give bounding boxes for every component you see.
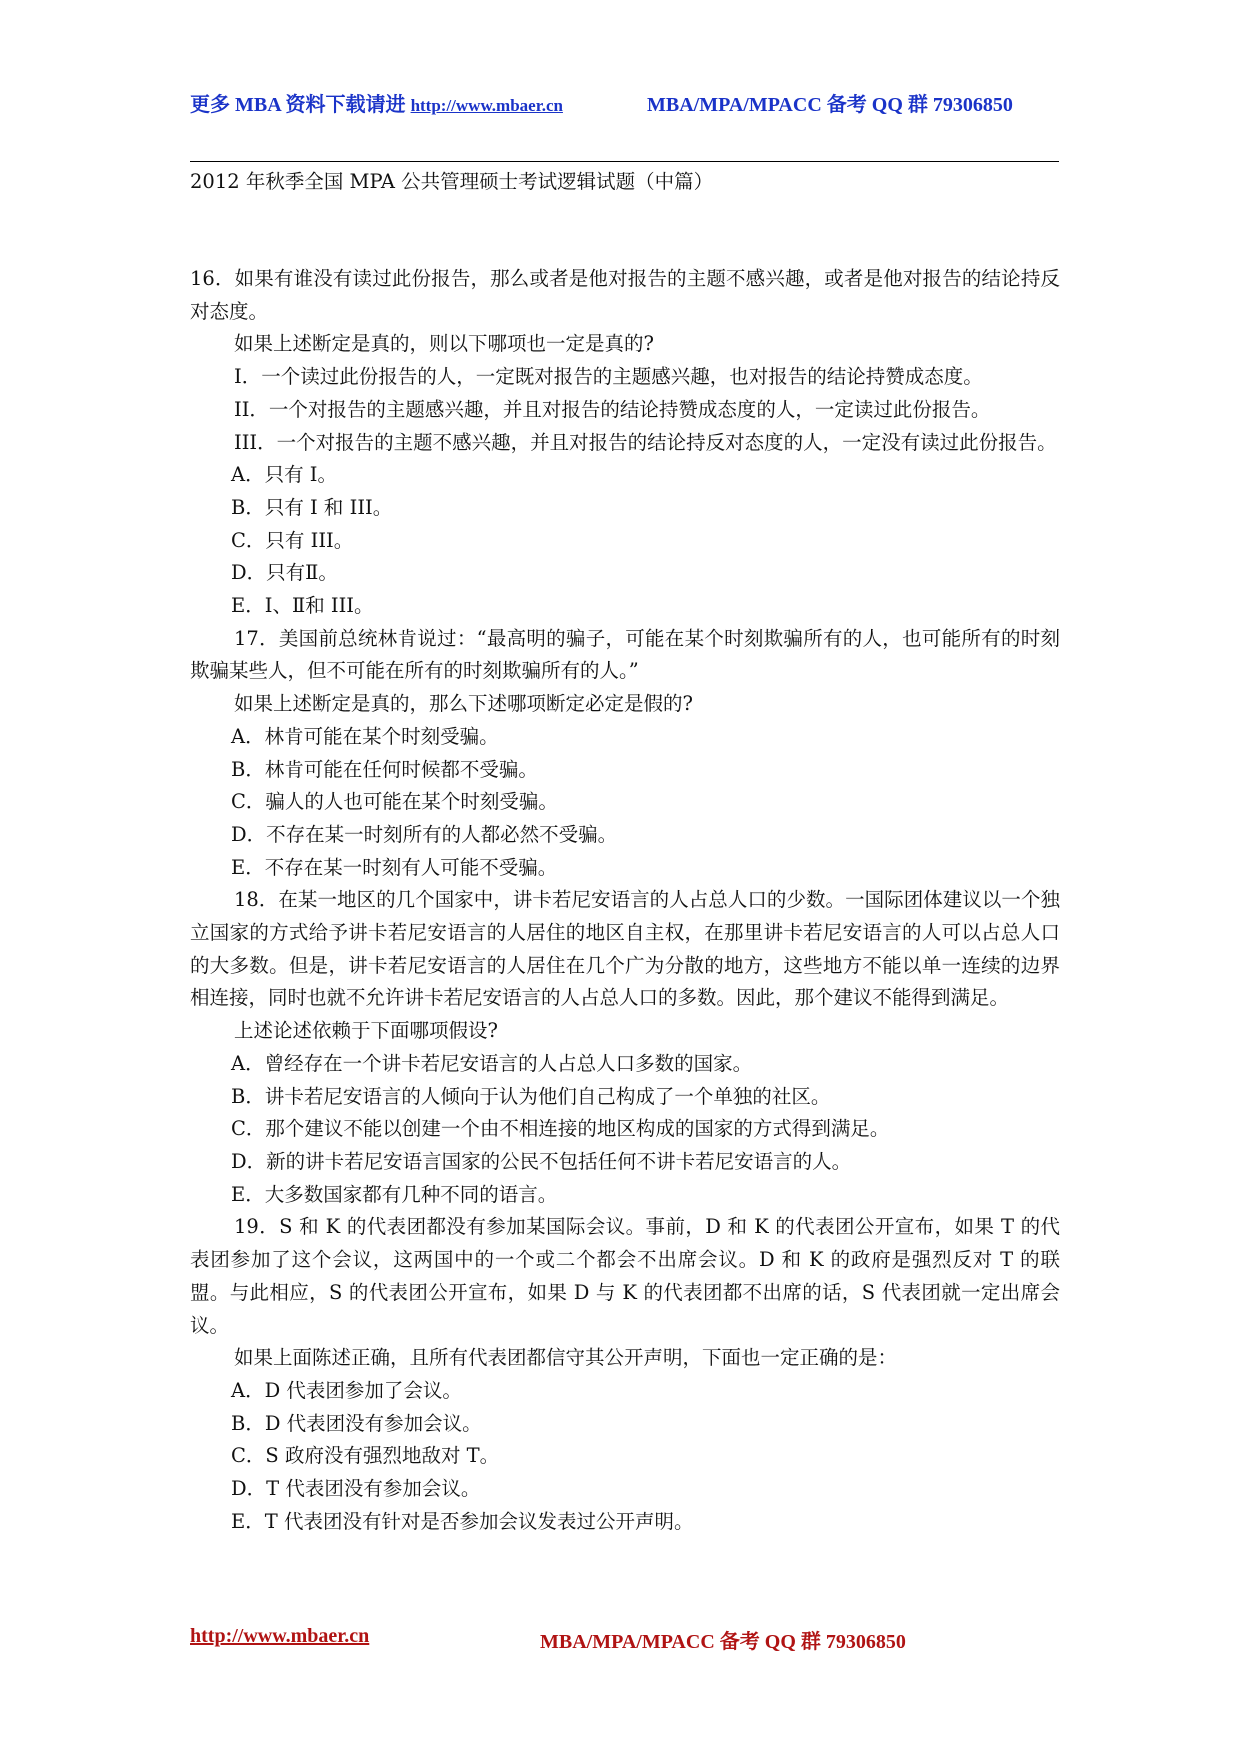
q17-option-d: D．不存在某一时刻所有的人都必然不受骗。 [231, 822, 618, 846]
q18-option-a: A．曾经存在一个讲卡若尼安语言的人占总人口多数的国家。 [231, 1051, 753, 1075]
q17-prompt: 如果上述断定是真的，那么下述哪项断定必定是假的? [234, 692, 693, 716]
header-promo-text: 更多 MBA 资料下载请进 [190, 94, 411, 116]
q19-stem: 19．S 和 K 的代表团都没有参加某国际会议。事前，D 和 K 的代表团公开宣布，如果 T 的代表团参加了这个会议，这两国中的一个或二个都会不出席会议。D 和 K 的政府是强烈反对 T 的联盟。与此相应，S 的代表团公开宣布，如果 D 与 K 的代表团都不出席的话，S 代表团就一定出席会议。 [190, 1215, 1060, 1337]
q17-stem: 17．美国前总统林肯说过：“最高明的骗子，可能在某个时刻欺骗所有的人，也可能所有的时刻欺骗某些人，但不可能在所有的时刻欺骗所有的人。” [190, 626, 1060, 683]
q17-option-b: B．林肯可能在任何时候都不受骗。 [231, 757, 538, 781]
q16-option-e: E．I、Ⅱ和 III。 [231, 594, 374, 618]
q16-option-b: B．只有 I 和 III。 [231, 495, 393, 519]
q16-option-a: A．只有 I。 [231, 463, 337, 487]
document-body [190, 263, 1060, 1538]
header-promo [190, 88, 563, 117]
page-footer [190, 1625, 1060, 1659]
header-qq-group: MBA/MPA/MPACC 备考 QQ 群 79306850 [647, 94, 1013, 116]
q18-option-e: E．大多数国家都有几种不同的语言。 [231, 1182, 558, 1206]
footer-website-link[interactable]: http://www.mbaer.cn [190, 1625, 370, 1647]
q17-option-e: E．不存在某一时刻有人可能不受骗。 [231, 855, 558, 879]
q19-option-a: A．D 代表团参加了会议。 [231, 1378, 462, 1402]
q19-prompt: 如果上面陈述正确，且所有代表团都信守其公开声明，下面也一定正确的是： [234, 1346, 898, 1370]
footer-qq-group: MBA/MPA/MPACC 备考 QQ 群 79306850 [540, 1631, 906, 1653]
q16-prompt: 如果上述断定是真的，则以下哪项也一定是真的? [234, 332, 654, 356]
header-divider [190, 161, 1059, 162]
q16-option-d: D．只有Ⅱ。 [231, 561, 338, 585]
q17-option-c: C．骗人的人也可能在某个时刻受骗。 [231, 790, 558, 814]
q16-stem: 16．如果有谁没有读过此份报告，那么或者是他对报告的主题不感兴趣，或者是他对报告的结论持反对态度。 [190, 267, 1060, 323]
q16-statement-2: II．一个对报告的主题感兴趣，并且对报告的结论持赞成态度的人，一定读过此份报告。 [234, 397, 991, 421]
q18-option-d: D．新的讲卡若尼安语言国家的公民不包括任何不讲卡若尼安语言的人。 [231, 1149, 852, 1173]
q18-option-b: B．讲卡若尼安语言的人倾向于认为他们自己构成了一个单独的社区。 [231, 1084, 831, 1108]
q19-option-b: B．D 代表团没有参加会议。 [231, 1411, 482, 1435]
q16-option-c: C．只有 III。 [231, 528, 354, 552]
q19-option-d: D．T 代表团没有参加会议。 [231, 1477, 481, 1501]
q16-statement-1: I．一个读过此份报告的人，一定既对报告的主题感兴趣，也对报告的结论持赞成态度。 [234, 365, 983, 389]
header-website-link[interactable]: http://www.mbaer.cn [410, 96, 563, 115]
q18-stem: 18．在某一地区的几个国家中，讲卡若尼安语言的人占总人口的少数。一国际团体建议以一个独立国家的方式给予讲卡若尼安语言的人居住的地区自主权，在那里讲卡若尼安语言的人可以占总人口的大多数。但是，讲卡若尼安语言的人居住在几个广为分散的地方，这些地方不能以单一连续的边界相连接，同时也就不允许讲卡若尼安语言的人占总人口的多数。因此，那个建议不能得到满足。 [190, 888, 1060, 1010]
q19-option-e: E．T 代表团没有针对是否参加会议发表过公开声明。 [231, 1509, 694, 1533]
q18-option-c: C．那个建议不能以创建一个由不相连接的地区构成的国家的方式得到满足。 [231, 1117, 890, 1141]
q18-prompt: 上述论述依赖于下面哪项假设? [234, 1019, 498, 1043]
q16-statement-3: III．一个对报告的主题不感兴趣，并且对报告的结论持反对态度的人，一定没有读过此份报告。 [234, 430, 1057, 454]
document-title: 2012 年秋季全国 MPA 公共管理硕士考试逻辑试题（中篇） [190, 170, 714, 193]
q19-option-c: C．S 政府没有强烈地敌对 T。 [231, 1444, 500, 1468]
page-header [190, 88, 1060, 128]
q17-option-a: A．林肯可能在某个时刻受骗。 [231, 724, 499, 748]
